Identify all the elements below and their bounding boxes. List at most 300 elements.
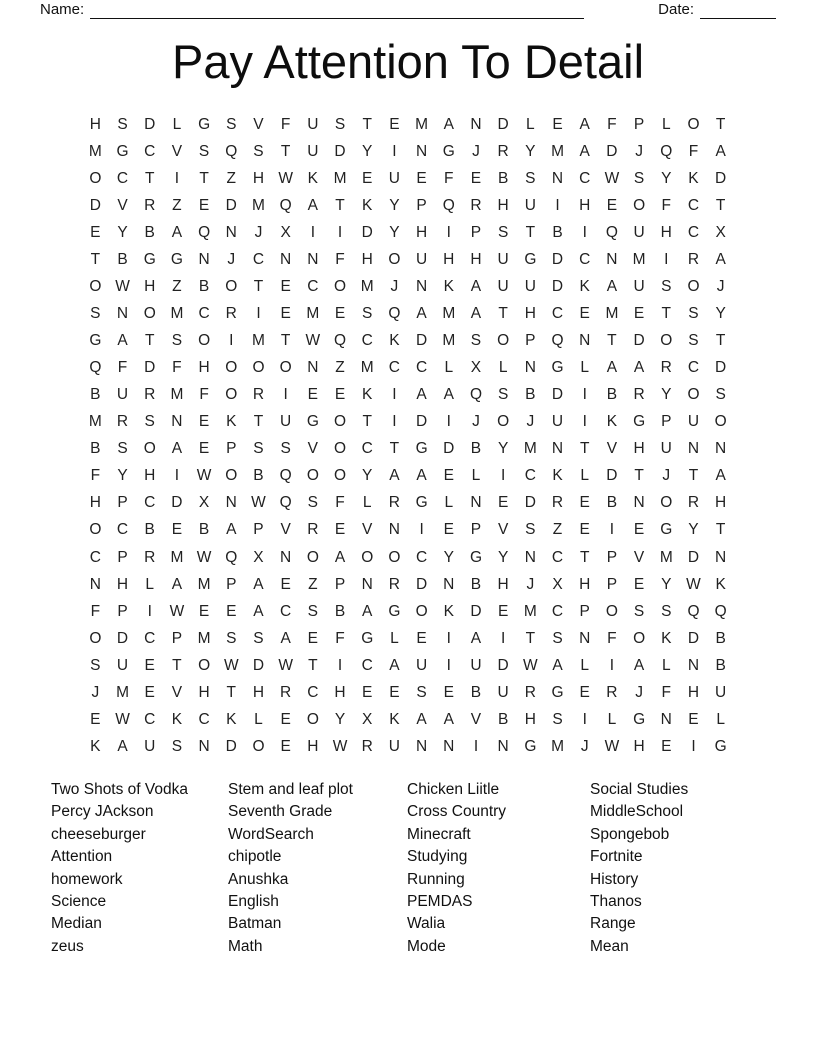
grid-cell-r24-c15: I (473, 737, 479, 755)
grid-cell-r18-c13: D (415, 575, 428, 593)
grid-cell-r5-c14: I (446, 223, 451, 241)
grid-cell-r13-c4: A (171, 440, 183, 458)
grid-cell-r16-c3: B (144, 521, 155, 539)
grid-cell-r7-c4: Z (172, 278, 182, 296)
grid-cell-r1-c24: T (715, 115, 726, 133)
grid-cell-r12-c16: O (497, 413, 510, 431)
grid-cell-r1-c6: S (226, 115, 237, 133)
grid-cell-r20-c2: D (116, 629, 129, 647)
grid-cell-r2-c6: Q (225, 142, 238, 160)
grid-cell-r2-c14: G (442, 142, 455, 160)
grid-cell-r11-c15: Q (469, 386, 482, 404)
grid-cell-r16-c11: V (362, 521, 373, 539)
grid-cell-r23-c9: O (306, 710, 319, 728)
grid-cell-r8-c8: E (280, 305, 291, 323)
grid-cell-r17-c10: A (334, 548, 346, 566)
grid-cell-r11-c7: R (252, 386, 265, 404)
grid-cell-r4-c23: C (687, 196, 700, 214)
grid-cell-r15-c3: C (144, 494, 156, 512)
grid-cell-r12-c21: G (633, 413, 646, 431)
grid-cell-r11-c22: Y (661, 386, 672, 404)
grid-cell-r8-c21: E (633, 305, 645, 323)
grid-cell-r19-c18: C (551, 602, 564, 620)
grid-cell-r7-c2: W (115, 278, 130, 296)
grid-cell-r12-c24: O (714, 413, 727, 431)
grid-cell-r6-c2: B (117, 251, 128, 268)
grid-cell-r10-c13: C (415, 359, 428, 377)
grid-cell-r7-c18: D (551, 278, 564, 296)
grid-cell-r5-c11: D (361, 223, 373, 241)
grid-cell-r17-c14: Y (443, 548, 454, 566)
grid-cell-r13-c10: O (334, 440, 347, 458)
grid-cell-r3-c3: T (144, 169, 155, 187)
grid-cell-r16-c20: I (609, 521, 615, 539)
grid-cell-r18-c19: H (579, 575, 591, 593)
grid-cell-r18-c14: N (443, 575, 455, 593)
grid-cell-r10-c6: O (225, 359, 238, 377)
grid-cell-r17-c16: Y (497, 548, 509, 566)
grid-cell-r23-c14: A (443, 710, 454, 728)
grid-cell-r13-c9: V (307, 440, 319, 458)
grid-cell-r22-c22: F (661, 683, 672, 701)
grid-cell-r21-c5: O (198, 656, 211, 674)
grid-cell-r9-c20: T (607, 332, 617, 350)
word-list-item: Mean (590, 937, 629, 955)
word-list-item: PEMDAS (407, 893, 473, 911)
grid-cell-r22-c17: R (524, 683, 536, 701)
grid-cell-r14-c11: Y (362, 467, 373, 485)
grid-cell-r20-c14: I (446, 629, 451, 647)
grid-cell-r22-c8: R (280, 683, 292, 701)
grid-cell-r17-c7: X (253, 548, 264, 566)
grid-cell-r21-c2: U (116, 656, 129, 674)
grid-cell-r15-c15: N (470, 494, 482, 512)
grid-cell-r5-c23: C (687, 223, 700, 241)
grid-cell-r14-c21: T (634, 467, 644, 485)
grid-cell-r9-c24: T (715, 332, 726, 350)
word-list-item: Seventh Grade (228, 803, 333, 821)
grid-cell-r16-c19: E (579, 521, 590, 539)
grid-cell-r13-c7: S (253, 440, 264, 458)
word-search-grid (82, 111, 735, 760)
grid-cell-r3-c6: Z (226, 169, 237, 187)
grid-cell-r13-c5: E (198, 440, 210, 458)
grid-cell-r19-c12: G (388, 602, 401, 620)
grid-cell-r13-c2: S (117, 440, 128, 458)
grid-cell-r14-c23: T (688, 467, 699, 485)
grid-cell-r20-c18: S (552, 629, 563, 647)
grid-cell-r15-c13: G (415, 494, 428, 512)
grid-cell-r2-c18: M (551, 142, 564, 160)
grid-cell-r1-c22: L (661, 115, 671, 133)
grid-cell-r4-c21: O (633, 196, 646, 214)
grid-cell-r21-c15: U (470, 656, 482, 674)
grid-cell-r23-c8: E (280, 710, 291, 728)
grid-cell-r6-c17: G (524, 251, 537, 268)
grid-cell-r7-c9: C (307, 278, 319, 296)
grid-cell-r22-c4: V (171, 683, 183, 701)
grid-cell-r24-c2: A (117, 737, 128, 755)
word-list-column-1 (51, 779, 228, 958)
grid-cell-r13-c13: G (415, 440, 428, 458)
grid-cell-r4-c5: E (198, 196, 210, 214)
grid-cell-r19-c8: C (280, 602, 292, 620)
grid-cell-r4-c20: E (606, 196, 618, 214)
grid-cell-r3-c19: C (579, 169, 591, 187)
grid-cell-r11-c14: A (443, 386, 454, 404)
word-list-column-3 (407, 779, 590, 958)
grid-cell-r15-c22: O (660, 494, 673, 512)
grid-cell-r23-c10: Y (334, 710, 346, 728)
grid-cell-r15-c23: R (687, 494, 700, 512)
grid-cell-r1-c11: T (362, 115, 372, 133)
grid-cell-r5-c13: H (415, 223, 428, 241)
grid-cell-r16-c12: N (388, 521, 400, 539)
date-label: Date: (658, 1, 694, 18)
grid-cell-r14-c22: J (662, 467, 671, 485)
grid-cell-r1-c20: F (607, 115, 617, 133)
grid-cell-r2-c2: G (116, 142, 129, 160)
grid-cell-r19-c5: E (198, 602, 210, 620)
grid-cell-r24-c12: U (388, 737, 400, 755)
grid-cell-r7-c20: A (606, 278, 618, 296)
grid-cell-r23-c15: V (470, 710, 482, 728)
grid-cell-r17-c18: C (551, 548, 564, 566)
grid-cell-r14-c6: O (225, 467, 238, 485)
grid-cell-r21-c6: W (223, 656, 239, 674)
grid-cell-r17-c8: N (280, 548, 292, 566)
grid-cell-r5-c17: T (525, 223, 536, 241)
grid-cell-r1-c4: L (172, 115, 182, 133)
grid-cell-r2-c5: S (198, 142, 210, 160)
grid-cell-r18-c12: R (388, 575, 400, 593)
date-blank-line (700, 3, 776, 19)
grid-cell-r19-c16: E (497, 602, 509, 620)
grid-cell-r9-c13: D (415, 332, 428, 350)
grid-cell-r17-c11: O (361, 548, 374, 566)
grid-cell-r7-c11: M (360, 278, 374, 296)
grid-cell-r5-c9: I (310, 223, 315, 241)
grid-cell-r19-c13: O (415, 602, 428, 620)
grid-cell-r2-c12: I (392, 142, 397, 160)
grid-cell-r9-c9: W (305, 332, 321, 350)
grid-cell-r16-c7: P (253, 521, 264, 539)
grid-cell-r10-c7: O (252, 359, 265, 377)
grid-cell-r24-c20: W (604, 737, 620, 755)
word-list-column-2 (228, 779, 407, 958)
grid-cell-r23-c23: E (688, 710, 699, 728)
grid-cell-r20-c7: S (253, 629, 264, 647)
grid-cell-r15-c4: D (171, 494, 183, 512)
grid-cell-r11-c19: I (582, 386, 587, 404)
grid-cell-r6-c18: D (551, 251, 564, 268)
grid-cell-r11-c10: E (334, 386, 346, 404)
grid-cell-r2-c13: N (415, 142, 428, 160)
grid-cell-r8-c18: C (551, 305, 564, 323)
word-list (51, 779, 776, 958)
grid-cell-r21-c24: B (715, 656, 726, 674)
grid-cell-r9-c14: M (442, 332, 456, 350)
grid-cell-r23-c22: N (660, 710, 672, 728)
grid-cell-r9-c4: S (171, 332, 183, 350)
grid-cell-r6-c5: N (198, 251, 210, 268)
grid-cell-r23-c19: I (582, 710, 587, 728)
grid-cell-r18-c1: N (89, 575, 101, 593)
grid-cell-r10-c21: A (633, 359, 645, 377)
grid-cell-r6-c4: G (170, 251, 183, 268)
grid-cell-r20-c24: B (715, 629, 726, 647)
grid-cell-r12-c19: I (582, 413, 587, 431)
grid-cell-r23-c18: S (552, 710, 563, 728)
grid-cell-r6-c23: R (687, 251, 700, 268)
grid-cell-r13-c17: M (523, 440, 537, 458)
grid-cell-r9-c19: N (579, 332, 591, 350)
grid-cell-r21-c13: U (415, 656, 428, 674)
grid-cell-r5-c20: Q (605, 223, 618, 241)
grid-cell-r12-c5: E (198, 413, 210, 431)
grid-cell-r16-c15: P (470, 521, 482, 539)
grid-cell-r20-c1: O (89, 629, 102, 647)
grid-cell-r14-c9: O (306, 467, 319, 485)
grid-cell-r20-c5: M (197, 629, 211, 647)
grid-cell-r22-c14: E (443, 683, 454, 701)
grid-cell-r20-c6: S (226, 629, 237, 647)
grid-cell-r22-c3: E (144, 683, 155, 701)
grid-cell-r13-c22: U (660, 440, 672, 458)
grid-cell-r4-c15: R (470, 196, 482, 214)
grid-cell-r13-c1: B (90, 440, 101, 458)
grid-cell-r3-c1: O (89, 169, 102, 187)
grid-cell-r12-c18: U (551, 413, 564, 431)
grid-cell-r10-c10: Z (335, 359, 345, 377)
grid-cell-r16-c8: V (280, 521, 291, 539)
grid-cell-r2-c16: R (497, 142, 509, 160)
grid-cell-r15-c24: H (715, 494, 727, 512)
grid-cell-r19-c14: K (443, 602, 454, 620)
grid-cell-r5-c2: Y (117, 223, 128, 241)
grid-cell-r12-c9: G (306, 413, 319, 431)
grid-cell-r16-c21: E (633, 521, 645, 539)
grid-cell-r15-c20: B (606, 494, 618, 512)
grid-cell-r11-c16: S (497, 386, 509, 404)
grid-cell-r13-c14: D (443, 440, 455, 458)
grid-cell-r12-c8: U (280, 413, 292, 431)
grid-cell-r17-c13: C (415, 548, 428, 566)
grid-cell-r23-c20: L (607, 710, 617, 728)
word-list-item: zeus (51, 937, 84, 955)
grid-cell-r3-c12: U (388, 169, 400, 187)
grid-cell-r24-c23: I (691, 737, 696, 755)
grid-cell-r9-c1: G (89, 332, 102, 350)
grid-cell-r15-c5: X (198, 494, 210, 512)
grid-cell-r19-c21: S (633, 602, 645, 620)
grid-cell-r10-c16: L (498, 359, 508, 377)
grid-cell-r3-c15: E (470, 169, 482, 187)
grid-cell-r15-c12: R (388, 494, 400, 512)
grid-cell-r15-c6: N (225, 494, 237, 512)
grid-cell-r12-c22: P (661, 413, 672, 431)
grid-cell-r14-c14: E (443, 467, 454, 485)
grid-cell-r13-c20: V (606, 440, 618, 458)
grid-cell-r19-c19: P (579, 602, 590, 620)
grid-cell-r3-c20: W (604, 169, 620, 187)
word-list-item: Science (51, 893, 107, 911)
grid-cell-r4-c1: D (89, 196, 101, 214)
grid-cell-r2-c10: D (334, 142, 346, 160)
grid-cell-r17-c23: D (687, 548, 700, 566)
word-list-column-4 (590, 779, 770, 958)
grid-cell-r11-c3: R (144, 386, 156, 404)
grid-cell-r7-c10: O (334, 278, 347, 296)
grid-cell-r17-c22: M (659, 548, 673, 566)
grid-cell-r1-c8: F (280, 115, 291, 133)
grid-cell-r6-c11: H (361, 251, 373, 268)
grid-cell-r2-c7: S (253, 142, 264, 160)
grid-cell-r6-c24: A (715, 251, 726, 268)
grid-cell-r8-c19: E (579, 305, 590, 323)
grid-cell-r22-c15: B (470, 683, 482, 701)
name-label: Name: (40, 1, 85, 18)
grid-cell-r15-c16: E (497, 494, 509, 512)
grid-cell-r8-c17: H (524, 305, 536, 323)
grid-cell-r23-c12: K (389, 710, 400, 728)
grid-cell-r5-c6: N (225, 223, 237, 241)
grid-cell-r3-c8: W (278, 169, 293, 187)
grid-cell-r14-c13: A (416, 467, 427, 485)
grid-cell-r21-c16: D (497, 656, 509, 674)
grid-cell-r4-c17: U (524, 196, 536, 214)
grid-cell-r7-c21: U (633, 278, 645, 296)
grid-cell-r9-c8: T (280, 332, 291, 350)
grid-cell-r9-c6: I (229, 332, 234, 350)
grid-cell-r13-c15: B (470, 440, 482, 458)
grid-cell-r16-c2: C (116, 521, 129, 539)
grid-cell-r20-c13: E (416, 629, 427, 647)
grid-cell-r22-c23: H (687, 683, 700, 701)
grid-cell-r19-c23: Q (687, 602, 700, 620)
grid-cell-r1-c18: E (552, 115, 563, 133)
grid-cell-r17-c3: R (144, 548, 156, 566)
grid-cell-r6-c6: J (227, 251, 236, 268)
grid-cell-r3-c5: T (199, 169, 209, 187)
grid-cell-r12-c17: J (526, 413, 535, 431)
grid-cell-r12-c11: T (362, 413, 372, 431)
grid-cell-r7-c16: U (497, 278, 509, 296)
grid-cell-r9-c7: M (252, 332, 265, 350)
grid-cell-r21-c10: I (337, 656, 343, 674)
grid-cell-r19-c22: S (661, 602, 672, 620)
grid-cell-r21-c9: T (308, 656, 318, 674)
grid-cell-r18-c15: B (470, 575, 482, 593)
grid-cell-r1-c1: H (89, 115, 101, 133)
grid-cell-r19-c7: A (253, 602, 264, 620)
grid-cell-r14-c2: Y (117, 467, 128, 485)
grid-cell-r10-c15: X (470, 359, 482, 377)
grid-cell-r13-c23: N (687, 440, 700, 458)
grid-cell-r15-c18: R (551, 494, 564, 512)
grid-cell-r1-c5: G (198, 115, 211, 133)
grid-cell-r6-c13: U (415, 251, 428, 268)
grid-cell-r7-c1: O (89, 278, 102, 296)
grid-cell-r9-c17: P (525, 332, 536, 350)
grid-cell-r6-c19: C (579, 251, 591, 268)
grid-cell-r2-c19: A (579, 142, 590, 160)
grid-cell-r11-c4: M (170, 386, 184, 404)
grid-cell-r13-c18: N (551, 440, 564, 458)
grid-cell-r17-c21: V (633, 548, 645, 566)
grid-cell-r20-c12: L (390, 629, 399, 647)
grid-cell-r4-c14: Q (442, 196, 455, 214)
grid-cell-r20-c10: F (335, 629, 345, 647)
grid-cell-r5-c22: H (660, 223, 672, 241)
grid-cell-r8-c5: C (198, 305, 210, 323)
grid-cell-r9-c15: S (470, 332, 482, 350)
grid-cell-r24-c22: E (661, 737, 672, 755)
word-list-item: Minecraft (407, 825, 471, 843)
grid-cell-r15-c21: N (633, 494, 645, 512)
grid-cell-r23-c6: K (226, 710, 237, 728)
grid-cell-r20-c15: A (470, 629, 482, 647)
grid-cell-r2-c20: D (606, 142, 618, 160)
grid-cell-r9-c23: S (688, 332, 699, 350)
grid-cell-r12-c7: T (253, 413, 264, 431)
grid-cell-r13-c12: T (389, 440, 400, 458)
grid-cell-r18-c11: N (361, 575, 373, 593)
word-list-item: Thanos (590, 893, 642, 911)
grid-cell-r11-c1: B (90, 386, 101, 404)
grid-cell-r10-c9: N (307, 359, 319, 377)
grid-cell-r16-c6: A (226, 521, 237, 539)
grid-cell-r1-c12: E (389, 115, 400, 133)
grid-cell-r5-c3: B (144, 223, 155, 241)
word-list-item: Batman (228, 915, 282, 933)
grid-cell-r5-c24: X (715, 223, 726, 241)
grid-cell-r18-c7: A (253, 575, 264, 593)
word-list-item: Walia (407, 915, 446, 933)
grid-cell-r7-c5: B (198, 278, 210, 296)
grid-cell-r2-c17: Y (525, 142, 536, 160)
grid-cell-r20-c16: I (501, 629, 506, 647)
word-list-item: Mode (407, 937, 446, 955)
grid-cell-r18-c16: H (497, 575, 509, 593)
grid-cell-r4-c12: Y (389, 196, 400, 214)
grid-cell-r14-c18: K (552, 467, 563, 485)
grid-cell-r8-c15: A (470, 305, 482, 323)
grid-cell-r12-c6: K (226, 413, 237, 431)
word-list-item: Anushka (228, 870, 289, 888)
grid-cell-r22-c24: U (715, 683, 727, 701)
grid-cell-r11-c13: A (416, 386, 427, 404)
grid-cell-r2-c8: T (280, 142, 291, 160)
word-list-item: Chicken Liitle (407, 781, 500, 798)
grid-cell-r18-c17: J (526, 575, 535, 593)
grid-cell-r18-c3: L (145, 575, 155, 593)
grid-cell-r6-c16: U (497, 251, 509, 268)
grid-cell-r10-c12: C (388, 359, 400, 377)
grid-cell-r13-c24: N (715, 440, 727, 458)
grid-cell-r11-c18: D (551, 386, 564, 404)
grid-cell-r3-c2: C (116, 169, 129, 187)
grid-cell-r14-c19: L (580, 467, 590, 485)
grid-cell-r1-c2: S (117, 115, 128, 133)
grid-cell-r12-c15: J (472, 413, 480, 431)
grid-cell-r22-c10: H (334, 683, 346, 701)
grid-cell-r19-c20: O (605, 602, 618, 620)
grid-cell-r12-c10: O (334, 413, 347, 431)
grid-cell-r11-c8: I (283, 386, 288, 404)
grid-cell-r20-c22: K (661, 629, 672, 647)
grid-cell-r21-c7: D (252, 656, 265, 674)
